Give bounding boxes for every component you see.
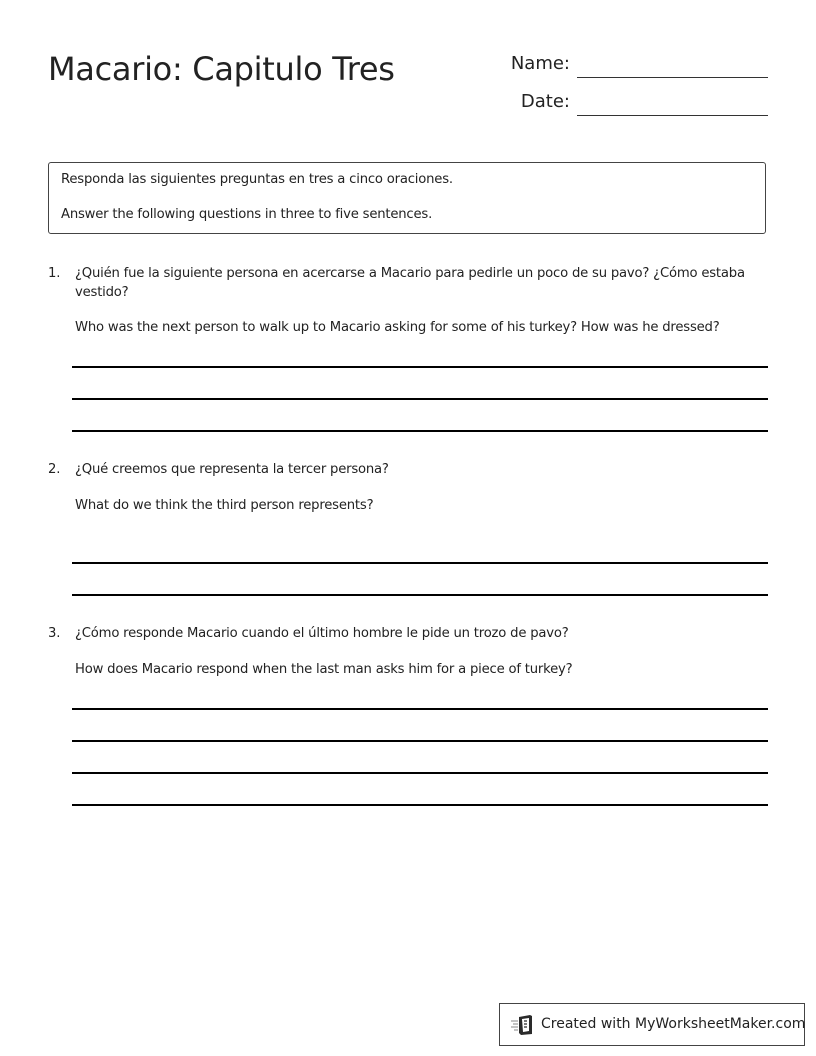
answer-line[interactable] <box>72 430 768 432</box>
answer-line[interactable] <box>72 562 768 564</box>
answer-line[interactable] <box>72 708 768 710</box>
question-english: How does Macario respond when the last man asks him for a piece of turkey? <box>75 662 573 677</box>
worksheet-maker-logo-icon <box>510 1014 536 1036</box>
question-english: What do we think the third person represents? <box>75 498 374 513</box>
answer-line[interactable] <box>72 804 768 806</box>
instructions-box <box>48 162 766 234</box>
name-label: Name: <box>510 53 570 74</box>
created-with-badge[interactable] <box>499 1003 805 1046</box>
question-number: 1. <box>48 266 61 281</box>
answer-line[interactable] <box>72 772 768 774</box>
name-input-line[interactable] <box>577 77 768 78</box>
question-spanish: ¿Qué creemos que representa la tercer persona? <box>75 462 389 477</box>
answer-line[interactable] <box>72 740 768 742</box>
question-english: Who was the next person to walk up to Macario asking for some of his turkey? How was he dressed? <box>75 320 720 335</box>
question-number: 2. <box>48 462 61 477</box>
question-number: 3. <box>48 626 61 641</box>
name-field[interactable] <box>500 48 768 78</box>
answer-line[interactable] <box>72 594 768 596</box>
page-title: Macario: Capitulo Tres <box>48 50 395 88</box>
instructions-english: Answer the following questions in three to five sentences. <box>61 207 433 222</box>
date-input-line[interactable] <box>577 115 768 116</box>
instructions-spanish: Responda las siguientes preguntas en tres a cinco oraciones. <box>61 172 453 187</box>
date-field[interactable] <box>500 86 768 116</box>
date-label: Date: <box>520 91 570 112</box>
answer-line[interactable] <box>72 366 768 368</box>
question-spanish: ¿Cómo responde Macario cuando el último hombre le pide un trozo de pavo? <box>75 626 569 641</box>
question-spanish: ¿Quién fue la siguiente persona en acercarse a Macario para pedirle un poco de su pavo? ¿Cómo estaba vestido? <box>75 266 745 300</box>
answer-line[interactable] <box>72 398 768 400</box>
footer-text[interactable]: Created with MyWorksheetMaker.com <box>541 1016 806 1032</box>
